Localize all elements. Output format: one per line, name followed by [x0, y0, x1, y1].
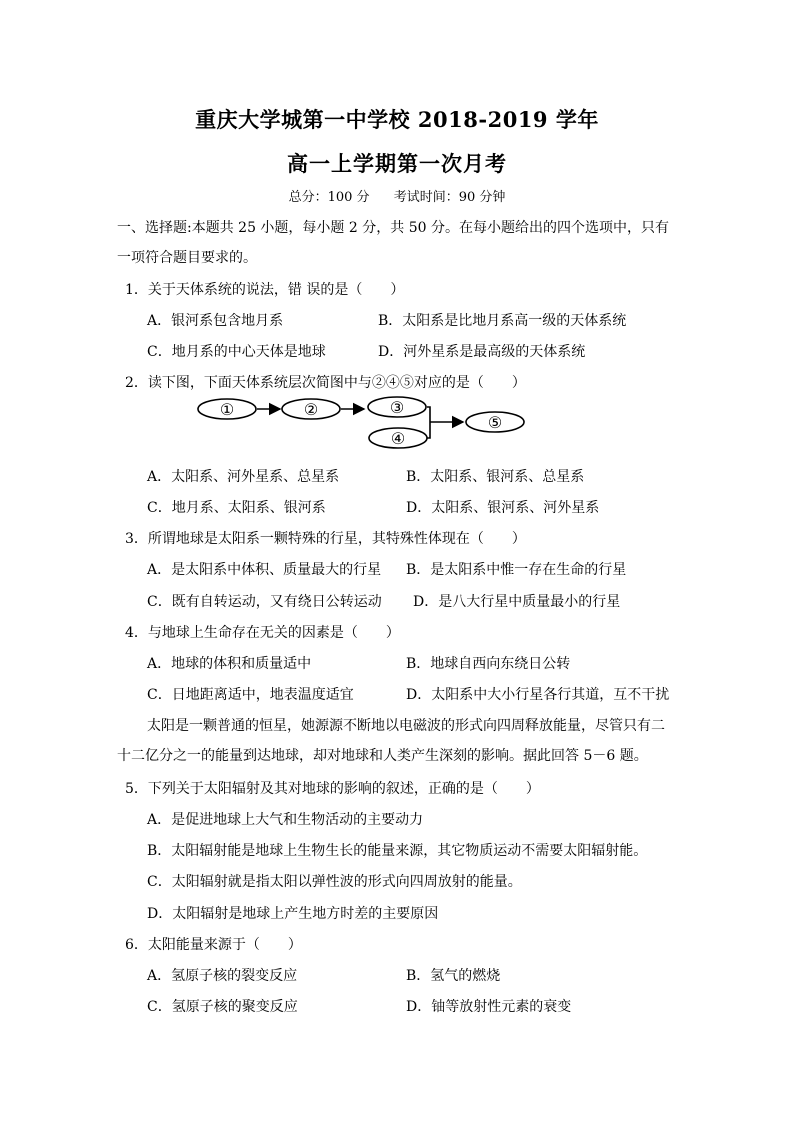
svg-text:③: ③ — [389, 398, 405, 417]
q5-option-d: D．太阳辐射是地球上产生地方时差的主要原因 — [147, 906, 439, 922]
q5-option-b: B．太阳辐射能是地球上生物生长的能量来源，其它物质运动不需要太阳辐射能。 — [147, 843, 648, 859]
q3-option-c: C．既有自转运动，又有绕日公转运动 — [147, 594, 382, 610]
q3-option-d: D．是八大行星中质量最小的行星 — [413, 594, 621, 610]
q1-option-d: D．河外星系是最高级的天体系统 — [378, 344, 586, 360]
q6-option-a: A．氢原子核的裂变反应 — [147, 968, 298, 984]
diagram-node-4 — [369, 428, 427, 448]
q1-option-c: C．地月系的中心天体是地球 — [147, 344, 326, 360]
question-3-stem: 3．所谓地球是太阳系一颗特殊的行星，其特殊性体现在（ ） — [125, 531, 526, 547]
q3-option-b: B．是太阳系中惟一存在生命的行星 — [406, 562, 627, 578]
question-2-stem: 2．读下图，下面天体系统层次简图中与②④⑤对应的是（ ） — [125, 375, 526, 391]
q4-option-d: D．太阳系中大小行星各行其道，互不干扰 — [406, 687, 670, 703]
reading-passage: 太阳是一颗普通的恒星，她源源不断地以电磁波的形式向四周释放能量，尽管只有二十二亿分之一的能量到达地球，却对地球和人类产生深刻的影响。据此回答 5－6 题。 — [117, 718, 665, 764]
svg-text:⑤: ⑤ — [487, 413, 503, 432]
q6-option-c: C．氢原子核的聚变反应 — [147, 999, 298, 1015]
q4-option-c: C．日地距离适中，地表温度适宜 — [147, 687, 354, 703]
exam-subtitle: 高一上学期第一次月考 — [287, 151, 507, 176]
question-5-stem: 5．下列关于太阳辐射及其对地球的影响的叙述，正确的是（ ） — [125, 781, 540, 797]
diagram-node-5 — [466, 412, 524, 432]
q2-option-a: A．太阳系、河外星系、总星系 — [147, 469, 340, 485]
q6-option-d: D．铀等放射性元素的衰变 — [406, 999, 572, 1015]
svg-text:②: ② — [303, 400, 319, 419]
diagram-node-2 — [282, 399, 340, 419]
diagram-bracket — [427, 407, 430, 438]
diagram-node-1 — [198, 399, 256, 419]
exam-title: 重庆大学城第一中学校 2018-2019 学年 — [195, 107, 599, 132]
q5-option-a: A．是促进地球上大气和生物活动的主要动力 — [147, 812, 424, 828]
q4-option-b: B．地球自西向东绕日公转 — [406, 656, 571, 672]
question-1-stem: 1．关于天体系统的说法，错 误的是（ ） — [125, 282, 405, 298]
diagram-node-3 — [368, 397, 426, 417]
q5-option-c: C．太阳辐射就是指太阳以弹性波的形式向四周放射的能量。 — [147, 874, 522, 890]
section-instruction: 一、选择题:本题共 25 小题，每小题 2 分，共 50 分。在每小题给出的四个选项中，只有一项符合题目要求的。 — [117, 220, 669, 266]
q3-option-a: A．是太阳系中体积、质量最大的行星 — [147, 562, 382, 578]
q2-option-d: D．太阳系、银河系、河外星系 — [406, 500, 600, 516]
exam-meta — [0, 186, 794, 205]
q4-option-a: A．地球的体积和质量适中 — [147, 656, 312, 672]
svg-text:④: ④ — [390, 429, 406, 448]
q6-option-b: B．氢气的燃烧 — [406, 968, 501, 984]
exam-time: 考试时间：90 分钟 — [393, 190, 506, 205]
q2-option-c: C．地月系、太阳系、银河系 — [147, 500, 326, 516]
question-4-stem: 4．与地球上生命存在无关的因素是（ ） — [125, 625, 400, 641]
total-score: 总分：100 分 — [288, 190, 370, 205]
q1-option-a: A．银河系包含地月系 — [147, 313, 284, 329]
celestial-system-diagram — [190, 394, 540, 454]
question-6-stem: 6．太阳能量来源于（ ） — [125, 937, 302, 953]
q2-option-b: B．太阳系、银河系、总星系 — [406, 469, 585, 485]
svg-text:①: ① — [219, 400, 235, 419]
q1-option-b: B．太阳系是比地月系高一级的天体系统 — [378, 313, 627, 329]
